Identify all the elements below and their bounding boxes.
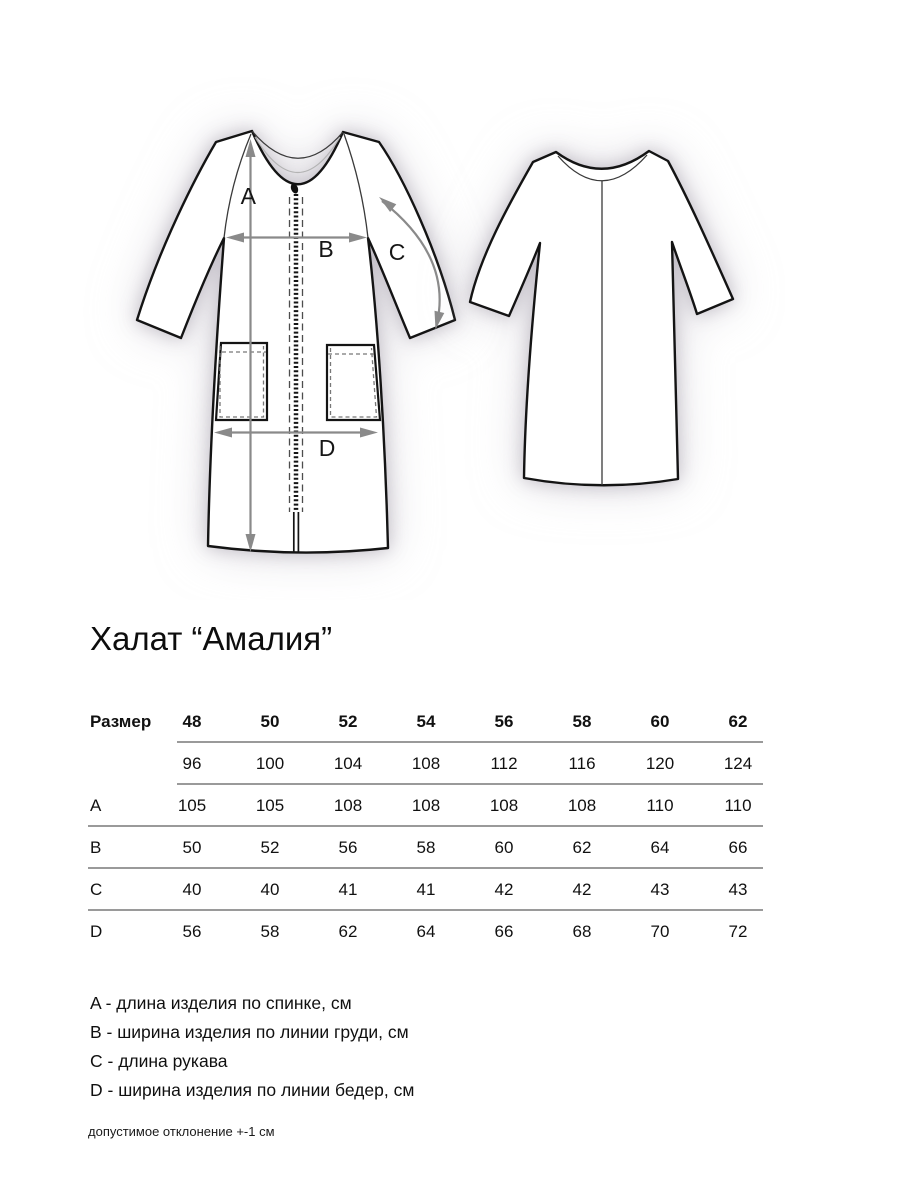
- table-cell: 40: [182, 880, 202, 899]
- table-cell: 96: [182, 754, 202, 773]
- table-cell: 52: [338, 712, 358, 731]
- table-row: [85, 785, 777, 827]
- table-cell: 54: [416, 712, 436, 731]
- pocket-left: [216, 343, 267, 420]
- table-cell: 110: [724, 796, 752, 815]
- measure-label-d: D: [318, 435, 336, 461]
- table-cell: 108: [411, 754, 441, 773]
- page-title: Халат “Амалия”: [90, 620, 333, 657]
- row-label: C: [90, 880, 103, 899]
- table-cell: 66: [494, 922, 514, 941]
- row-label: B: [90, 838, 102, 857]
- tolerance-note: допустимое отклонение +-1 см: [88, 1124, 275, 1139]
- legend-item-a: A - длина изделия по спинке, см: [90, 993, 352, 1013]
- table-row: [85, 743, 777, 785]
- table-cell: 70: [650, 922, 670, 941]
- table-cell: 50: [182, 838, 202, 857]
- table-cell: 43: [728, 880, 748, 899]
- table-cell: 56: [494, 712, 514, 731]
- row-label: A: [90, 796, 102, 815]
- row-label: D: [90, 922, 103, 941]
- measurement-legend: [90, 989, 414, 1105]
- table-row: [85, 827, 777, 869]
- measure-label-b: B: [318, 236, 334, 262]
- table-cell: 120: [645, 754, 675, 773]
- table-row: [85, 911, 777, 953]
- table-cell: 62: [338, 922, 358, 941]
- table-cell: 43: [650, 880, 670, 899]
- measure-label-c: C: [388, 239, 406, 265]
- pocket-left-outline: [216, 343, 267, 420]
- table-cell: 48: [182, 712, 202, 731]
- table-cell: 110: [646, 796, 674, 815]
- back-view: [470, 151, 733, 485]
- table-cell: 112: [490, 754, 518, 773]
- table-cell: 104: [333, 754, 363, 773]
- table-cell: 52: [260, 838, 280, 857]
- table-cell: 58: [416, 838, 436, 857]
- size-table: [85, 701, 777, 953]
- table-cell: 72: [728, 922, 748, 941]
- table-cell: 41: [416, 880, 436, 899]
- table-cell: 100: [255, 754, 285, 773]
- table-cell: 108: [567, 796, 597, 815]
- table-cell: 42: [494, 880, 514, 899]
- table-cell: 58: [260, 922, 280, 941]
- table-cell: 62: [572, 838, 592, 857]
- table-header-row: [85, 701, 777, 743]
- table-row: [85, 869, 777, 911]
- row-label: Размер: [90, 712, 152, 731]
- table-cell: 60: [494, 838, 514, 857]
- table-cell: 56: [182, 922, 202, 941]
- table-cell: 56: [338, 838, 358, 857]
- measure-label-a: A: [240, 183, 256, 209]
- table-cell: 124: [723, 754, 753, 773]
- table-cell: 50: [260, 712, 280, 731]
- front-neckline-inner: [252, 131, 343, 158]
- table-cell: 42: [572, 880, 592, 899]
- table-cell: 60: [650, 712, 670, 731]
- table-cell: 64: [416, 922, 436, 941]
- table-cell: 41: [338, 880, 358, 899]
- table-cell: 62: [728, 712, 748, 731]
- legend-item-b: B - ширина изделия по линии груди, см: [90, 1022, 409, 1042]
- table-cell: 108: [489, 796, 519, 815]
- table-cell: 58: [572, 712, 592, 731]
- table-cell: 108: [333, 796, 363, 815]
- table-cell: 64: [650, 838, 670, 857]
- legend-item-c: C - длина рукава: [90, 1051, 228, 1071]
- table-cell: 105: [177, 796, 207, 815]
- legend-item-d: D - ширина изделия по линии бедер, см: [90, 1080, 415, 1100]
- table-cell: 68: [572, 922, 592, 941]
- table-cell: 108: [411, 796, 441, 815]
- table-cell: 105: [255, 796, 285, 815]
- table-cell: 66: [728, 838, 748, 857]
- pocket-right: [327, 345, 380, 420]
- table-cell: 116: [568, 754, 596, 773]
- front-view: [137, 131, 455, 554]
- table-cell: 40: [260, 880, 280, 899]
